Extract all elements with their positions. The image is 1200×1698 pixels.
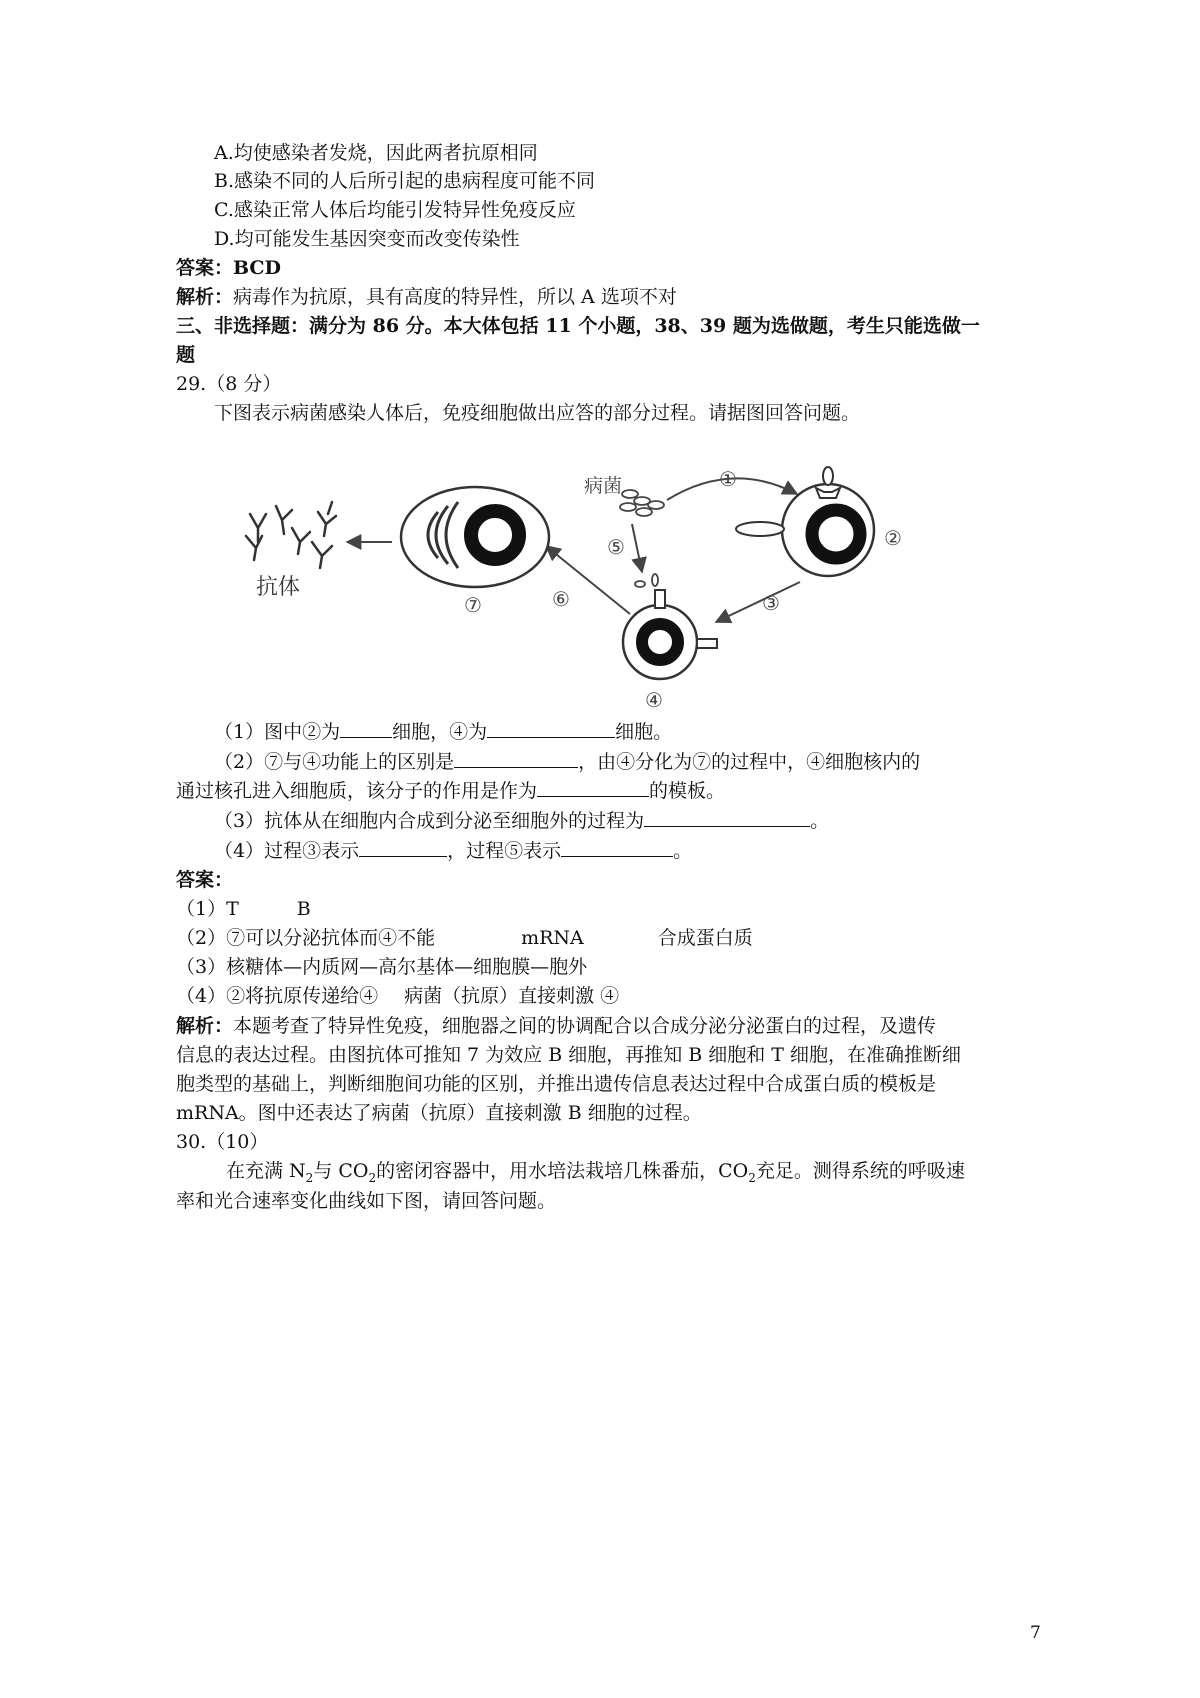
marker-2: ②: [884, 526, 902, 550]
answer-blank[interactable]: [454, 749, 578, 768]
page-number: 7: [1030, 1623, 1041, 1643]
q30-stem-line1: [226, 1158, 965, 1191]
answer-2-part: （2）⑦可以分泌抗体而④不能: [176, 927, 436, 949]
analysis-text: 病毒作为抗原，具有高度的特异性，所以 A 选项不对: [233, 286, 677, 308]
q29-sub3-text-b: 。: [810, 810, 830, 832]
q29-sub2-text-b: ，由④分化为⑦的过程中，④细胞核内的: [578, 751, 921, 773]
answer-blank[interactable]: [644, 808, 810, 827]
q30-text: 充足。测得系统的呼吸速: [755, 1160, 965, 1182]
answer-blank[interactable]: [359, 838, 447, 857]
immune-response-diagram: [232, 462, 1002, 747]
q29-answer-label: 答案：: [176, 869, 234, 891]
q30-number: 30.（10）: [176, 1131, 269, 1153]
q29-sub1-text-a: （1）图中②为: [214, 721, 341, 743]
option-d: D.均可能发生基因突变而改变传染性: [214, 228, 520, 250]
q30-stem-line2: 率和光合速率变化曲线如下图，请回答问题。: [176, 1190, 557, 1212]
answer-blank[interactable]: [537, 778, 649, 797]
answer-blank[interactable]: [561, 838, 673, 857]
answer-blank[interactable]: [340, 719, 392, 738]
q29-sub2: [214, 749, 920, 775]
marker-7: ⑦: [464, 593, 482, 617]
pathogen-label: 病菌: [584, 475, 623, 497]
cell-2: [736, 467, 874, 576]
q29-sub2b-text-b: 的模板。: [649, 780, 726, 802]
q29-number: 29.（8 分）: [176, 373, 282, 395]
answer-blank[interactable]: [487, 719, 615, 738]
q29-sub2-cont: [176, 778, 725, 804]
q29-answer-4: [176, 983, 619, 1009]
marker-4: ④: [645, 688, 663, 712]
answer-2-part: 合成蛋白质: [657, 927, 753, 949]
arrow-process-5: [632, 524, 642, 572]
q29-sub2-text-a: （2）⑦与④功能上的区别是: [214, 751, 455, 773]
subscript: 2: [368, 1170, 377, 1185]
section-heading-line1: 三、非选择题：满分为 86 分。本大体包括 11 个小题，38、39 题为选做题，考生只能选做一: [176, 315, 980, 337]
q29-analysis-line2: 信息的表达过程。由图抗体可推知 7 为效应 B 细胞，再推知 B 细胞和 T 细胞，在准确推断细: [176, 1044, 962, 1066]
q29-sub1-text-b: 细胞，④为: [392, 721, 488, 743]
answer-4-part: 病菌（抗原）直接刺激 ④: [404, 985, 620, 1007]
q29-answer-3: （3）核糖体—内质网—高尔基体—细胞膜—胞外: [176, 956, 588, 978]
antigen-fragment: [635, 581, 645, 587]
antibody-label: 抗体: [256, 575, 301, 600]
q29-sub1-text-c: 细胞。: [615, 721, 673, 743]
q29-sub2b-text-a: 通过核孔进入细胞质，该分子的作用是作为: [176, 780, 538, 802]
pathogen-bacteria: [620, 490, 664, 516]
q30-text: 的密闭容器中，用水培法栽培几株番茄，CO: [376, 1160, 749, 1182]
answer-1-part: B: [296, 898, 311, 920]
q29-analysis-line4: mRNA。图中还表达了病菌（抗原）直接刺激 B 细胞的过程。: [176, 1102, 702, 1124]
analysis-label: 解析：: [176, 1015, 234, 1037]
marker-5: ⑤: [607, 535, 625, 559]
analysis-text: 本题考查了特异性免疫，细胞器之间的协调配合以合成分泌分泌蛋白的过程，及遗传: [233, 1015, 937, 1037]
q29-stem: 下图表示病菌感染人体后，免疫细胞做出应答的部分过程。请据图回答问题。: [214, 402, 861, 424]
answer-4-part: （4）②将抗原传递给④: [176, 985, 379, 1007]
q29-answer-2: [176, 925, 753, 951]
marker-1: ①: [719, 467, 737, 491]
q29-sub4-text-a: （4）过程③表示: [214, 840, 360, 862]
prev-analysis: [176, 284, 677, 310]
arrow-process-3: [716, 582, 800, 622]
cell-7: [401, 487, 549, 587]
option-a: A.均使感染者发烧，因此两者抗原相同: [214, 142, 538, 164]
q29-sub4: [214, 838, 692, 864]
q30-text: 与 CO: [313, 1160, 369, 1182]
antibody-molecules: [246, 502, 336, 568]
prev-answer: [176, 255, 281, 281]
answer-1-part: （1）T: [176, 898, 239, 920]
answer-2-part: mRNA: [521, 927, 584, 949]
q29-sub3: [214, 808, 829, 834]
q29-sub4-text-b: ，过程⑤表示: [447, 840, 562, 862]
answer-label: 答案：: [176, 257, 234, 279]
option-c: C.感染正常人体后均能引发特异性免疫反应: [214, 199, 576, 221]
option-b: B.感染不同的人后所引起的患病程度可能不同: [214, 170, 596, 192]
antigen-fragment: [652, 574, 658, 586]
answer-value: BCD: [233, 257, 282, 279]
subscript: 2: [748, 1170, 756, 1185]
q29-sub1: [214, 719, 672, 745]
q29-analysis-line1: [176, 1013, 936, 1039]
marker-6: ⑥: [552, 587, 570, 611]
q29-sub3-text-a: （3）抗体从在细胞内合成到分泌至细胞外的过程为: [214, 810, 645, 832]
q29-answer-1: [176, 896, 311, 922]
section-heading-line2: 题: [176, 344, 196, 366]
cell-4: [623, 590, 717, 679]
subscript: 2: [305, 1170, 314, 1185]
q30-text: 在充满 N: [226, 1160, 306, 1182]
q29-sub4-text-c: 。: [673, 840, 693, 862]
marker-3: ③: [762, 591, 780, 615]
q29-analysis-line3: 胞类型的基础上，判断细胞间功能的区别，并推出遗传信息表达过程中合成蛋白质的模板是: [176, 1073, 937, 1095]
analysis-label: 解析：: [176, 286, 234, 308]
